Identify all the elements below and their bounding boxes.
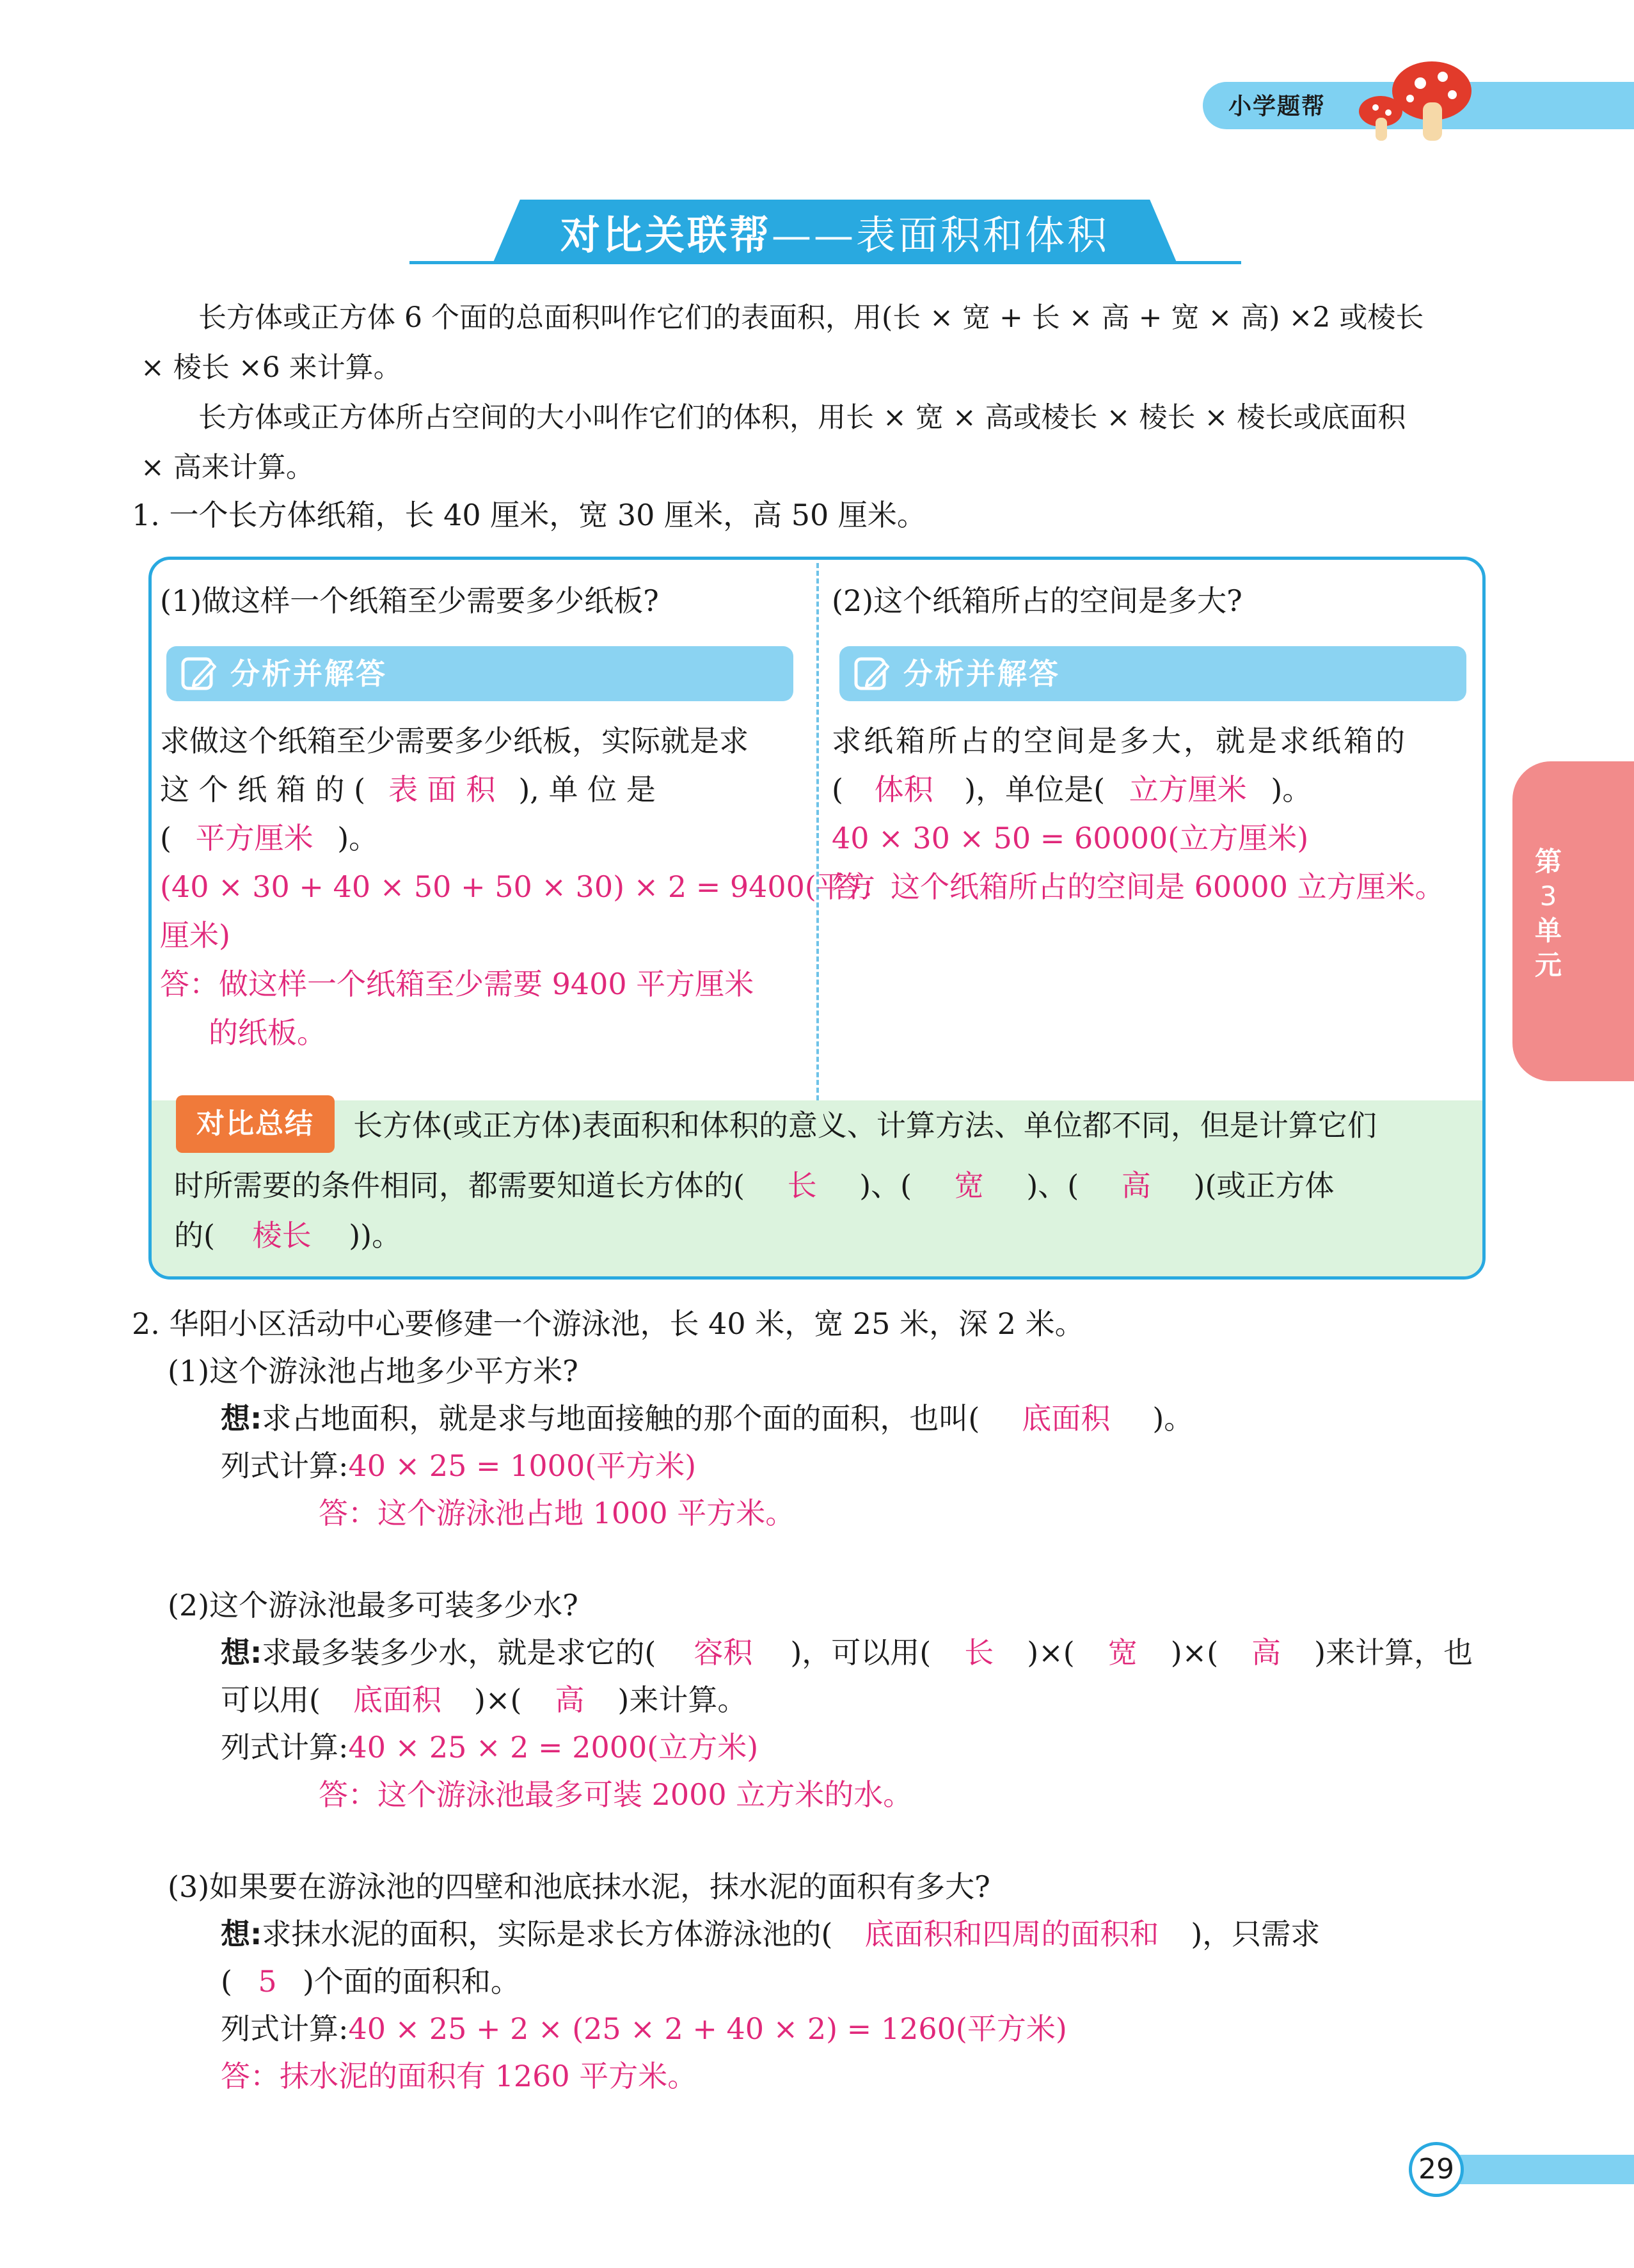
intro-p2-line1: 长方体或正方体所占空间的大小叫作它们的体积，用长 × 宽 × 高或棱长 × 棱长 × 棱长或底面积 — [198, 401, 1406, 434]
title-sub: 表面积和体积 — [856, 212, 1110, 258]
q2-p3-answer-faces: 5 — [258, 1964, 277, 1999]
q2-p1-think-a: 求占地面积，就是求与地面接触的那个面的面积，也叫( — [262, 1401, 980, 1436]
summary-line-2 — [174, 1161, 1334, 1210]
q2-p3-answer-areas: 底面积和四周的面积和 — [864, 1917, 1159, 1951]
title-main: 对比关联帮 — [560, 212, 772, 258]
q2-p3-think-a: 求抹水泥的面积，实际是求长方体游泳池的( — [262, 1917, 833, 1951]
q2-p2-think-line2 — [221, 1675, 747, 1725]
q1-box-divider — [816, 563, 819, 1100]
q1-left-text-3a: ( — [160, 821, 171, 855]
summary-tag: 对比总结 — [176, 1095, 335, 1153]
q1-right-text-2c: )。 — [1271, 772, 1312, 807]
pen-icon — [180, 655, 218, 692]
q2-p2-think2-c: )来计算。 — [617, 1683, 747, 1717]
q2-p1-think-b: )。 — [1152, 1401, 1194, 1436]
q2-p2-answer: 答：这个游泳池最多可装 2000 立方米的水。 — [319, 1777, 913, 1812]
q2-p2-think-c: )×( — [1027, 1635, 1075, 1670]
q2-p2-answer-length: 长 — [964, 1635, 994, 1670]
q1-left-text-1: 求做这个纸箱至少需要多少纸板，实际就是求 — [160, 724, 749, 758]
q2-p3-think2-b: )个面的面积和。 — [302, 1964, 520, 1999]
q1-left-text-2a: 这 个 纸 箱 的 ( — [160, 772, 366, 807]
q1-left-text-3b: )。 — [337, 821, 379, 855]
summary-text-2a: 时所需要的条件相同，都需要知道长方体的( — [174, 1168, 745, 1203]
q1-right-text-2b: )，单位是( — [964, 772, 1106, 807]
q1-right-text-2a: ( — [832, 772, 843, 807]
q2-p1-calc-value: 40 × 25 = 1000(平方米) — [348, 1448, 697, 1483]
summary-answer-width: 宽 — [954, 1168, 984, 1203]
q1-right-analysis-label: 分析并解答 — [903, 656, 1060, 691]
intro-p1-line2: × 棱长 ×6 来计算。 — [141, 351, 402, 384]
side-tab-char-2: 3 — [1539, 880, 1557, 912]
q1-left-calc-2: 厘米) — [160, 918, 230, 953]
q2-p2-answer-capacity: 容积 — [694, 1635, 753, 1670]
q1-right-answer: 答：这个纸箱所占的空间是 60000 立方厘米。 — [832, 869, 1445, 904]
side-tab-char-1: 第 — [1534, 846, 1562, 877]
q2-p1-think — [221, 1393, 1193, 1443]
unit-side-tab-label — [1529, 845, 1567, 983]
intro-paragraph-1 — [141, 293, 1497, 393]
q2-p1-calc-label: 列式计算: — [221, 1448, 349, 1483]
q2-p2-think-label: 想: — [221, 1635, 262, 1670]
page-title — [493, 203, 1177, 260]
q2-p2-calc — [221, 1722, 758, 1772]
summary-answer-edge: 棱长 — [252, 1218, 312, 1253]
q2-p2-think-a: 求最多装多少水，就是求它的( — [262, 1635, 656, 1670]
q1-left-analysis-label: 分析并解答 — [230, 656, 387, 691]
q2-p2-answer-width: 宽 — [1107, 1635, 1138, 1670]
q2-p3-think-line2 — [221, 1956, 520, 2006]
q2-p1-answer: 答：这个游泳池占地 1000 平方米。 — [319, 1496, 795, 1530]
q2-p2-answer-height: 高 — [1251, 1635, 1281, 1670]
q2-p2-think-d: )×( — [1170, 1635, 1219, 1670]
summary-text-3a: 的( — [174, 1218, 215, 1253]
q1-left-body — [160, 717, 875, 1057]
q2-p3-think-label: 想: — [221, 1917, 262, 1951]
summary-line-3 — [174, 1210, 401, 1260]
q2-p3-think — [221, 1909, 1320, 1959]
q1-left-text-2b: ), 单 位 是 — [518, 772, 656, 807]
summary-answer-height: 高 — [1121, 1168, 1151, 1203]
q1-left-answer-unit: 平方厘米 — [195, 821, 313, 855]
q2-p2-calc-value: 40 × 25 × 2 = 2000(立方米) — [348, 1730, 759, 1764]
q1-left-analysis-bar — [166, 646, 793, 701]
q1-right-text-1: 求纸箱所占的空间是多大，就是求纸箱的 — [832, 724, 1408, 758]
q2-p3-question: (3)如果要在游泳池的四壁和池底抹水泥，抹水泥的面积有多大? — [168, 1869, 990, 1904]
page-number: 29 — [1409, 2142, 1464, 2197]
q2-p2-answer-height-2: 高 — [555, 1683, 585, 1717]
q2-p3-answer: 答：抹水泥的面积有 1260 平方米。 — [221, 2059, 697, 2093]
intro-p1-line1: 长方体或正方体 6 个面的总面积叫作它们的表面积，用(长 × 宽 + 长 × 高 + 宽 × 高) ×2 或棱长 — [198, 301, 1424, 334]
side-tab-char-3: 单 — [1534, 915, 1562, 946]
pen-icon — [853, 655, 891, 692]
summary-answer-length: 长 — [787, 1168, 817, 1203]
summary-text-2c: )、( — [1026, 1168, 1079, 1203]
q1-right-body — [832, 717, 1471, 911]
summary-line-1: 长方体(或正方体)表面积和体积的意义、计算方法、单位都不同，但是计算它们 — [353, 1108, 1377, 1143]
brand-label: 小学题帮 — [1228, 93, 1326, 120]
q1-stem: 1. 一个长方体纸箱，长 40 厘米，宽 30 厘米，高 50 厘米。 — [132, 498, 926, 532]
q1-right-answer-volume: 体积 — [874, 772, 933, 807]
q1-right-question: (2)这个纸箱所占的空间是多大? — [832, 583, 1242, 618]
q1-left-calc-1: (40 × 30 + 40 × 50 + 50 × 30) × 2 = 9400(平方 — [160, 869, 875, 904]
q2-p1-think-label: 想: — [221, 1401, 262, 1436]
q1-right-analysis-bar — [839, 646, 1466, 701]
q2-p1-calc — [221, 1441, 696, 1491]
q2-p2-think-e: )来计算，也 — [1314, 1635, 1473, 1670]
q2-p2-think2-a: 可以用( — [221, 1683, 321, 1717]
summary-text-2d: )(或正方体 — [1193, 1168, 1335, 1203]
q1-left-answer-1: 答：做这样一个纸箱至少需要 9400 平方厘米 — [160, 967, 754, 1001]
q2-p3-calc-label: 列式计算: — [221, 2011, 349, 2046]
q2-p3-calc-value: 40 × 25 + 2 × (25 × 2 + 40 × 2) = 1260(平方米) — [348, 2011, 1067, 2046]
q2-stem: 2. 华阳小区活动中心要修建一个游泳池，长 40 米，宽 25 米，深 2 米。 — [132, 1306, 1084, 1341]
q2-p2-think — [221, 1628, 1473, 1677]
q2-p2-calc-label: 列式计算: — [221, 1730, 349, 1764]
q2-p3-think2-a: ( — [221, 1964, 232, 1999]
q2-p2-question: (2)这个游泳池最多可装多少水? — [168, 1588, 578, 1622]
mushroom-icon — [1356, 58, 1484, 147]
q2-p2-answer-base-area: 底面积 — [353, 1683, 441, 1717]
q1-left-answer-2: 的纸板。 — [209, 1015, 326, 1050]
q1-left-answer-surface-area: 表 面 积 — [388, 772, 496, 807]
q1-right-calc: 40 × 30 × 50 = 60000(立方厘米) — [832, 821, 1309, 855]
q1-right-answer-unit: 立方厘米 — [1129, 772, 1247, 807]
q2-p3-calc — [221, 2004, 1067, 2054]
side-tab-char-4: 元 — [1534, 949, 1562, 981]
q2-p1-question: (1)这个游泳池占地多少平方米? — [168, 1354, 578, 1388]
q1-left-question: (1)做这样一个纸箱至少需要多少纸板? — [160, 583, 659, 618]
intro-paragraph-2 — [141, 393, 1497, 493]
intro-p2-line2: × 高来计算。 — [141, 451, 314, 484]
q2-p2-think2-b: )×( — [473, 1683, 522, 1717]
q2-p3-think-b: )，只需求 — [1191, 1917, 1321, 1951]
q2-p1-answer-base-area: 底面积 — [1022, 1401, 1111, 1436]
summary-text-3b: ))。 — [349, 1218, 402, 1253]
summary-text-2b: )、( — [859, 1168, 912, 1203]
title-dash: —— — [772, 212, 856, 258]
q2-p2-think-b: )，可以用( — [790, 1635, 932, 1670]
